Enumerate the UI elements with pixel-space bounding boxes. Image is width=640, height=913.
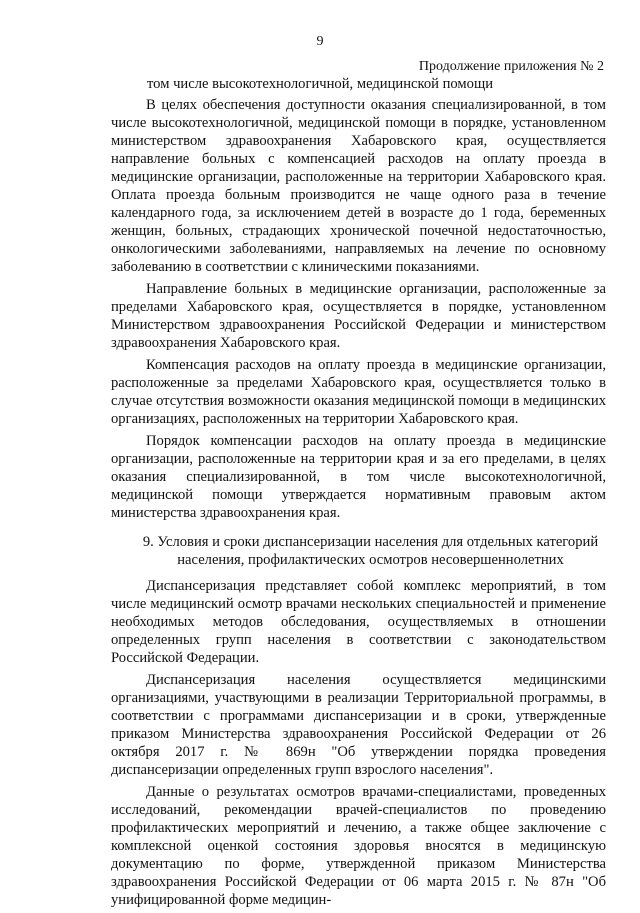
appendix-note: Продолжение приложения № 2 (418, 59, 604, 74)
section-heading: 9. Условия и сроки диспансеризации населения для отдельных категорий населения, профилактических осмотров несовершеннолетних (142, 534, 599, 568)
document-body (111, 96, 606, 913)
paragraph: Диспансеризация представляет собой комплекс мероприятий, в том числе медицинский осмотр врачами нескольких специальностей и применение необходимых методов обследования, осуществляемых в отношении определенных групп населения в соответствии с законодательством Российской Федерации. (111, 578, 606, 666)
paragraph: Направление больных в медицинские организации, расположенные за пределами Хабаровского края, осуществляется в порядке, установленном Министерством здравоохранения Российской Федерации и министерством здравоохранения Хабаровского края. (111, 281, 606, 351)
paragraph: Порядок компенсации расходов на оплату проезда в медицинские организации, расположенные на территории края и за его пределами, в целях оказания специализированной, в том числе высокотехнологичной, медицинской помощи утверждается нормативным правовым актом министерства здравоохранения края. (111, 433, 606, 521)
paragraph: Диспансеризация населения осуществляется медицинскими организациями, участвующими в реализации Территориальной программы, в соответствии с программами диспансеризации и в сроки, утвержденные приказом Министерства здравоохранения Российской Федерации от 26 октября 2017 г. № 869н "Об утверждении порядка проведения диспансеризации определенных групп взрослого населения". (111, 672, 606, 778)
paragraph: Компенсация расходов на оплату проезда в медицинские организации, расположенные за пределами Хабаровского края, осуществляется только в случае отсутствия возможности оказания медицинской помощи в медицинских организациях, расположенных на территории Хабаровского края. (111, 357, 606, 427)
paragraph: Данные о результатах осмотров врачами-специалистами, проведенных исследований, рекомендации врачей-специалистов по проведению профилактических мероприятий и лечению, а также общее заключение с комплексной оценкой состояния здоровья вносятся в медицинскую документацию по форме, утвержденной приказом Министерства здравоохранения Российской Федерации от 06 марта 2015 г. № 87н "Об унифицированной форме медицин- (111, 784, 606, 908)
continued-line: том числе высокотехнологичной, медицинской помощи (146, 76, 494, 92)
page-number: 9 (316, 34, 324, 49)
paragraph: В целях обеспечения доступности оказания специализированной, в том числе высокотехнологичной, медицинской помощи в порядке, установленном министерством здравоохранения Хабаровского края, осуществляется направление больных с компенсацией расходов на оплату проезда в медицинские организации, расположенные на территории Хабаровского края. Оплата проезда больным производится не чаще одного раза в течение календарного года, за исключением детей в возрасте до 1 года, беременных женщин, больных, страдающих хронической почечной недостаточностью, онкологическими заболеваниями, направляемых на лечение по основному заболеванию в соответствии с клиническими показаниями. (111, 97, 606, 275)
